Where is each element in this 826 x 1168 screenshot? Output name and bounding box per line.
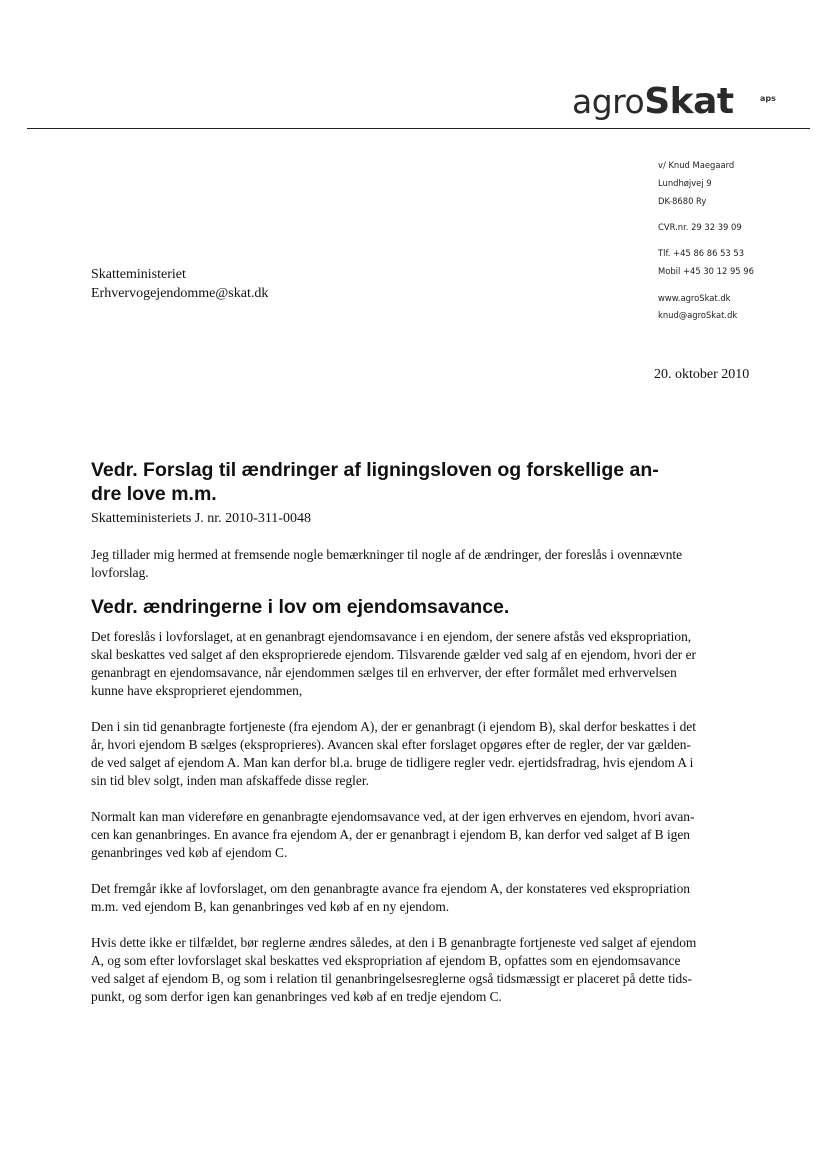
body-paragraph-3	[91, 808, 781, 862]
paragraph-line: de ved salget af ejendom A. Man kan derfor bl.a. bruge de tidligere regler vedr. ejertidsfradrag, hvis ejendom A i	[91, 755, 694, 770]
letter-subject	[91, 458, 731, 506]
recipient-name: Skatteministeriet	[91, 267, 186, 282]
paragraph-line: punkt, og som derfor igen kan genanbringes ved køb af en tredje ejendom C.	[91, 989, 502, 1004]
section-heading: Vedr. ændringerne i lov om ejendomsavance.	[91, 596, 510, 618]
agroskat-logo	[572, 82, 812, 132]
paragraph-line: Hvis dette ikke er tilfældet, bør reglerne ændres således, at den i B genanbragte fortjeneste ved salget af ejendom	[91, 935, 697, 950]
body-paragraph-2	[91, 718, 781, 790]
paragraph-line: kunne have eksproprieret ejendommen,	[91, 683, 303, 698]
logo-part-skat: Skat	[644, 81, 734, 122]
paragraph-line: Det foreslås i lovforslaget, at en genanbragt ejendomsavance i en ejendom, der senere afstås ved ekspropriation,	[91, 629, 692, 644]
logo-wordmark	[572, 82, 734, 122]
body-paragraph-1	[91, 628, 781, 700]
logo-part-agro: agro	[572, 82, 645, 121]
intro-paragraph	[91, 546, 781, 582]
contact-city: DK-8680 Ry	[658, 196, 707, 206]
paragraph-line: m.m. ved ejendom B, kan genanbringes ved køb af en ny ejendom.	[91, 899, 450, 914]
subject-line-2: dre love m.m.	[91, 483, 217, 505]
contact-cvr: CVR.nr. 29 32 39 09	[658, 222, 742, 232]
paragraph-line: Normalt kan man videreføre en genanbragte ejendomsavance ved, at der igen erhverves en ejendom, hvori avan-	[91, 809, 695, 824]
paragraph-line: skal beskattes ved salget af den eksproprierede ejendom. Tilsvarende gælder ved salg af en ejendom, hvori der er	[91, 647, 696, 662]
letter-date: 20. oktober 2010	[654, 367, 750, 382]
body-paragraph-4	[91, 880, 781, 916]
paragraph-line: sin tid blev solgt, inden man afskaffede disse regler.	[91, 773, 369, 788]
intro-line: lovforslag.	[91, 565, 149, 580]
logo-suffix: aps	[760, 94, 776, 103]
journal-number: Skatteministeriets J. nr. 2010-311-0048	[91, 511, 311, 526]
paragraph-line: A, og som efter lovforslaget skal beskattes ved ekspropriation af ejendom B, opfattes som en ejendomsavance	[91, 953, 681, 968]
contact-phone: Tlf. +45 86 86 53 53	[658, 248, 745, 258]
paragraph-line: genanbringes ved køb af ejendom C.	[91, 845, 288, 860]
intro-line: Jeg tillader mig hermed at fremsende nogle bemærkninger til nogle af de ændringer, der foreslås i ovennævnte	[91, 547, 683, 562]
contact-web: www.agroSkat.dk	[658, 293, 731, 303]
paragraph-line: Den i sin tid genanbragte fortjeneste (fra ejendom A), der er genanbragt (i ejendom B), skal derfor beskattes i det	[91, 719, 696, 734]
contact-mobile: Mobil +45 30 12 95 96	[658, 266, 754, 276]
header-divider	[27, 128, 810, 129]
contact-street: Lundhøjvej 9	[658, 178, 712, 188]
body-paragraph-5	[91, 934, 781, 1006]
paragraph-line: Det fremgår ikke af lovforslaget, om den genanbragte avance fra ejendom A, der konstateres ved ekspropriation	[91, 881, 690, 896]
paragraph-line: år, hvori ejendom B sælges (eksproprieres). Avancen skal efter forslaget opgøres efter de regler, der var gælden-	[91, 737, 691, 752]
contact-email: knud@agroSkat.dk	[658, 310, 738, 320]
recipient-block	[91, 265, 268, 303]
paragraph-line: ved salget af ejendom B, og som i relation til genanbringelsesreglerne også tidsmæssigt er placeret på dette tids-	[91, 971, 692, 986]
paragraph-line: genanbragt en ejendomsavance, når ejendommen sælges til en erhverver, der efter formålet med erhvervelsen	[91, 665, 677, 680]
contact-name: v/ Knud Maegaard	[658, 160, 735, 170]
recipient-email: Erhvervogejendomme@skat.dk	[91, 286, 269, 301]
subject-line-1: Vedr. Forslag til ændringer af ligningsloven og forskellige an-	[91, 459, 659, 481]
paragraph-line: cen kan genanbringes. En avance fra ejendom A, der er genanbragt i ejendom B, kan derfor ved salget af B igen	[91, 827, 690, 842]
